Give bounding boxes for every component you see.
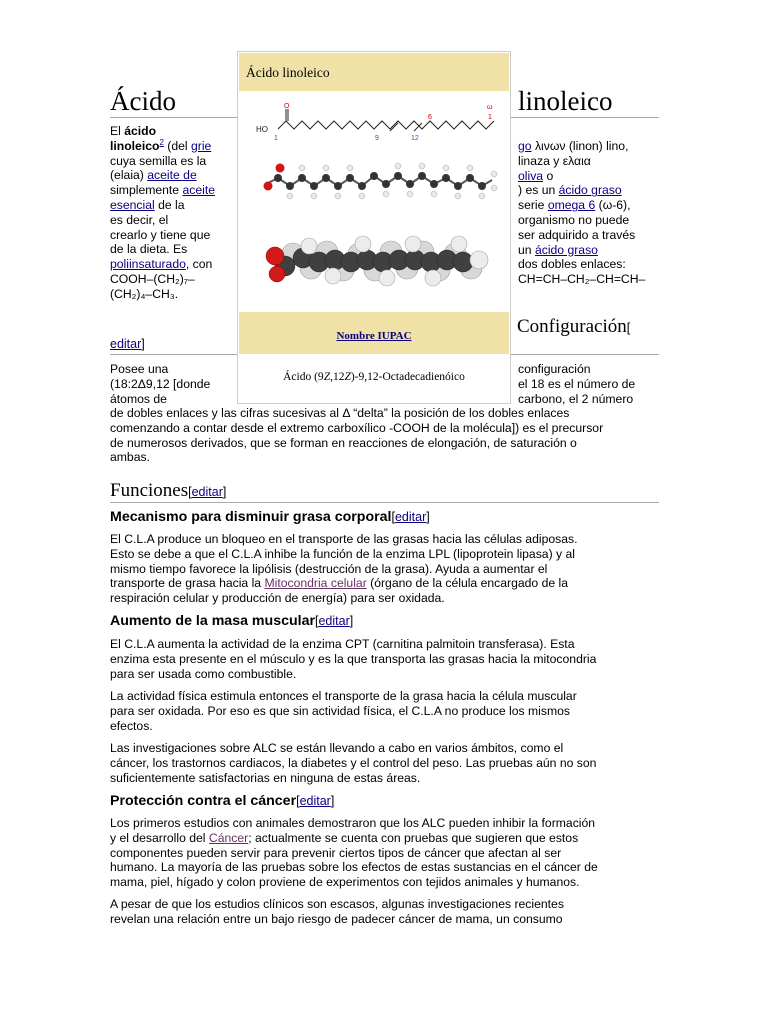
edit-link-proteccion-cancer[interactable]: editar: [299, 794, 331, 808]
edit-section-configuracion: editar]: [110, 337, 145, 351]
config-underline-left: [110, 354, 238, 355]
config-left-column: Posee una (18:2Δ9,12 [donde átomos de: [110, 362, 211, 406]
svg-text:9: 9: [375, 135, 379, 142]
infobox-label-iupac: [239, 312, 509, 354]
infobox: [237, 51, 511, 404]
paragraph-proteccion-2: A pesar de que los estudios clínicos son escasos, algunas investigaciones recientes revelan una relación entre un bajo riesgo de padecer cáncer de mama, un consumo: [110, 897, 564, 926]
config-underline-right: [510, 354, 659, 355]
page-title-right: linoleico: [518, 86, 613, 116]
reference-link[interactable]: 2: [159, 137, 164, 147]
skeletal-formula-image: [250, 97, 500, 142]
paragraph-masa-muscular-2: La actividad física estimula entonces el transporte de la grasa hacia la célula muscular para ser oxidada. Por eso es que sin actividad física, el C.L.A no produce los mismos efectos.: [110, 689, 577, 733]
intro-right-column: go λινων (linon) lino, linaza y ελαια oliva o ) es un ácido graso serie omega 6 (ω-6), organismo no puede ser adquirido a través un ácido graso dos dobles enlaces: CH=CH–CH₂–CH=CH–: [518, 139, 646, 287]
svg-text:O: O: [284, 103, 290, 110]
edit-link-masa-muscular[interactable]: editar: [318, 614, 350, 628]
link-oliva[interactable]: oliva: [518, 168, 544, 183]
svg-text:12: 12: [411, 135, 419, 142]
link-acido-graso-2[interactable]: ácido graso: [534, 242, 598, 257]
paragraph-proteccion-1: Los primeros estudios con animales demostraron que los ALC pueden inhibir la formación y el desarrollo del Cáncer; actualmente se cuenta con pruebas que sugieren que estos componentes pueden servir para prevenir ciertos tipos de cáncer que afectan al ser humano. La mayoría de las pruebas sobre los efectos de estas sustancias en el cáncer de mama, piel, hígado y colon proviene de experimentos con tejidos animales y humanos.: [110, 816, 598, 890]
intro-left-column: El ácido linoleico$^2$ (del grie cuya semilla es la (elaia) aceite de simplemente aceite esencial de la es decir, el crearlo y tiene que de la dieta. Es poliinsaturado, con COOH–(CH₂)₇– (CH₂)₄–CH₃.: [110, 124, 216, 301]
link-acido-graso[interactable]: ácido graso: [558, 183, 622, 198]
link-nombre-iupac[interactable]: Nombre IUPAC: [336, 330, 412, 342]
link-griego[interactable]: grie: [191, 138, 212, 153]
title-underline-left: [110, 117, 238, 118]
paragraph-masa-muscular-3: Las investigaciones sobre ALC se están llevando a cabo en varios ámbitos, como el cáncer, los trastornos cardiacos, la diabetes y el control del peso. Las pruebas aún no son suficientemente satisfactorias en ninguna de estas áreas.: [110, 741, 597, 785]
config-right-column: configuración el 18 es el número de carbono, el 2 número: [518, 362, 636, 406]
paragraph-mecanismo: El C.L.A produce un bloqueo en el transporte de las grasas hacia las células adiposas. Esto se debe a que el C.L.A inhibe la función de la enzima LPL (lipoprotein lipasa) y al mismo tiempo favorece la lipólisis (destrucción de la grasa). Ayuda a aumentar el transporte de grasa hacia la Mitocondria celular (órgano de la célula encargado de la respiración celular y producción de energía) para ser oxidada.: [110, 532, 578, 606]
heading-funciones: Funciones[editar]: [110, 480, 227, 501]
infobox-title: Ácido linoleico: [239, 53, 509, 91]
link-cancer[interactable]: Cáncer: [208, 830, 249, 845]
link-omega-6[interactable]: omega 6: [547, 198, 596, 213]
edit-link-configuracion[interactable]: editar: [110, 337, 142, 351]
edit-link-mecanismo[interactable]: editar: [394, 510, 427, 524]
link-mitocondria-celular[interactable]: Mitocondria celular: [264, 576, 367, 591]
ball-and-stick-model-image: [258, 160, 498, 210]
space-filling-model-image: [263, 232, 493, 292]
svg-text:ω: ω: [487, 104, 493, 111]
funciones-underline: [110, 502, 659, 503]
svg-text:1: 1: [274, 135, 278, 142]
title-underline-right: [510, 117, 659, 118]
page-title-left: Ácido: [110, 86, 176, 116]
svg-text:1: 1: [488, 114, 492, 121]
iupac-name: Ácido (9Z,12Z)-9,12-Octadecadienóico: [283, 371, 465, 383]
link-poliinsaturado[interactable]: poliinsaturado: [110, 257, 186, 272]
link-griego-2[interactable]: go: [518, 139, 532, 153]
paragraph-masa-muscular-1: El C.L.A aumenta la actividad de la enzima CPT (carnitina palmitoin transferasa). Esta enzima esta presente en el músculo y es la que transporta las grasas hacia la mitocondria para ser usada como combustible.: [110, 637, 597, 681]
heading-proteccion-cancer: Protección contra el cáncer[editar]: [110, 793, 335, 809]
heading-mecanismo: Mecanismo para disminuir grasa corporal[editar]: [110, 509, 430, 525]
ho-label: HO: [256, 125, 268, 134]
config-paragraph: de dobles enlaces y las cifras sucesivas al Δ “delta” la posición de los dobles enlaces comenzando a contar desde el extremo carboxílico -COOH de la molécula]) es el precursor de numerosos derivados, que se forman en reacciones de elongación, de saturación o ambas.: [110, 406, 604, 465]
link-aceite-esencial[interactable]: aceite: [182, 183, 216, 198]
link-aceite-esencial-2[interactable]: esencial: [110, 197, 155, 212]
edit-link-funciones[interactable]: editar: [191, 485, 223, 499]
svg-text:6: 6: [428, 114, 432, 121]
heading-masa-muscular: Aumento de la masa muscular[editar]: [110, 613, 354, 629]
link-aceite-de-oliva[interactable]: aceite de: [147, 168, 197, 183]
heading-configuracion: Configuración[: [517, 316, 631, 337]
